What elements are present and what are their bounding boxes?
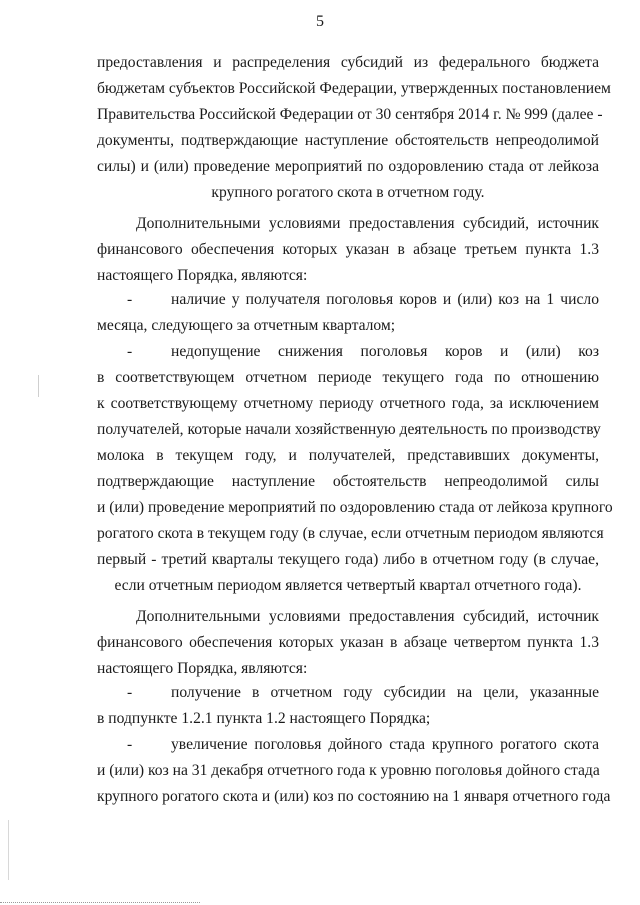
- scan-artifact-edge: [0, 902, 200, 903]
- text-line: настоящего Порядка, являются:: [97, 267, 308, 284]
- list-item-text: наличие у получателя поголовья коров и (или) коз на 1 число: [171, 291, 599, 308]
- text-line: в подпункте 1.2.1 пункта 1.2 настоящего Порядка;: [97, 710, 431, 727]
- text-line: крупного рогатого скота в отчетном году.: [211, 184, 485, 201]
- text-line: финансового обеспечения которых указан в абзаце четвертом пункта 1.3: [97, 634, 599, 651]
- text-line: крупного рогатого скота и (или) коз по состоянию на 1 января отчетного года: [97, 788, 611, 805]
- text-line: получателей, которые начали хозяйственную деятельность по производству: [97, 421, 601, 438]
- text-line: в соответствующем отчетном периоде текущего года по отношению: [97, 369, 599, 386]
- text-line: и (или) коз на 31 декабря отчетного года к уровню поголовья дойного стада: [97, 762, 600, 779]
- text-line: настоящего Порядка, являются:: [97, 660, 308, 677]
- text-line: и (или) проведение мероприятий по оздоровлению стада от лейкоза крупного: [97, 499, 613, 516]
- text-line: документы, подтверждающие наступление обстоятельств непреодолимой: [97, 132, 599, 149]
- scan-artifact-mark: [8, 820, 9, 880]
- text-line: бюджетам субъектов Российской Федерации, утвержденных постановлением: [97, 80, 611, 97]
- text-line: молока в текущем году, и получателей, представивших документы,: [97, 447, 599, 464]
- text-line: Правительства Российской Федерации от 30 сентября 2014 г. № 999 (далее -: [97, 106, 603, 123]
- list-item: [127, 683, 599, 703]
- list-item: [127, 342, 599, 362]
- text-line: первый - третий кварталы текущего года) либо в отчетном году (в случае,: [97, 551, 599, 568]
- text-line: предоставления и распределения субсидий из федерального бюджета: [97, 54, 599, 71]
- scan-artifact-mark: [38, 375, 39, 397]
- text-line: к соответствующему отчетному периоду отчетного года, за исключением: [97, 395, 599, 412]
- text-line: подтверждающие наступление обстоятельств непреодолимой силы: [97, 473, 599, 490]
- paragraph-first-line: Дополнительными условиями предоставления субсидий, источник: [136, 608, 599, 625]
- list-item: [127, 290, 599, 310]
- text-line: если отчетным периодом является четвертый квартал отчетного года).: [114, 577, 582, 594]
- list-item: [127, 735, 599, 755]
- bullet-dash: -: [127, 684, 133, 701]
- text-line: силы) и (или) проведение мероприятий по оздоровлению стада от лейкоза: [97, 158, 599, 175]
- paragraph-first-line: Дополнительными условиями предоставления субсидий, источник: [136, 215, 599, 232]
- text-line: рогатого скота в текущем году (в случае, если отчетным периодом являются: [97, 525, 604, 542]
- bullet-dash: -: [127, 736, 133, 753]
- text-line: финансового обеспечения которых указан в абзаце третьем пункта 1.3: [97, 241, 599, 258]
- list-item-text: увеличение поголовья дойного стада крупного рогатого скота: [171, 736, 599, 753]
- list-item-text: получение в отчетном году субсидии на цели, указанные: [171, 684, 599, 701]
- text-line: месяца, следующего за отчетным кварталом;: [97, 317, 396, 334]
- page-number: 5: [316, 13, 324, 30]
- bullet-dash: -: [127, 343, 133, 360]
- list-item-text: недопущение снижения поголовья коров и (или) коз: [171, 343, 599, 360]
- bullet-dash: -: [127, 291, 133, 308]
